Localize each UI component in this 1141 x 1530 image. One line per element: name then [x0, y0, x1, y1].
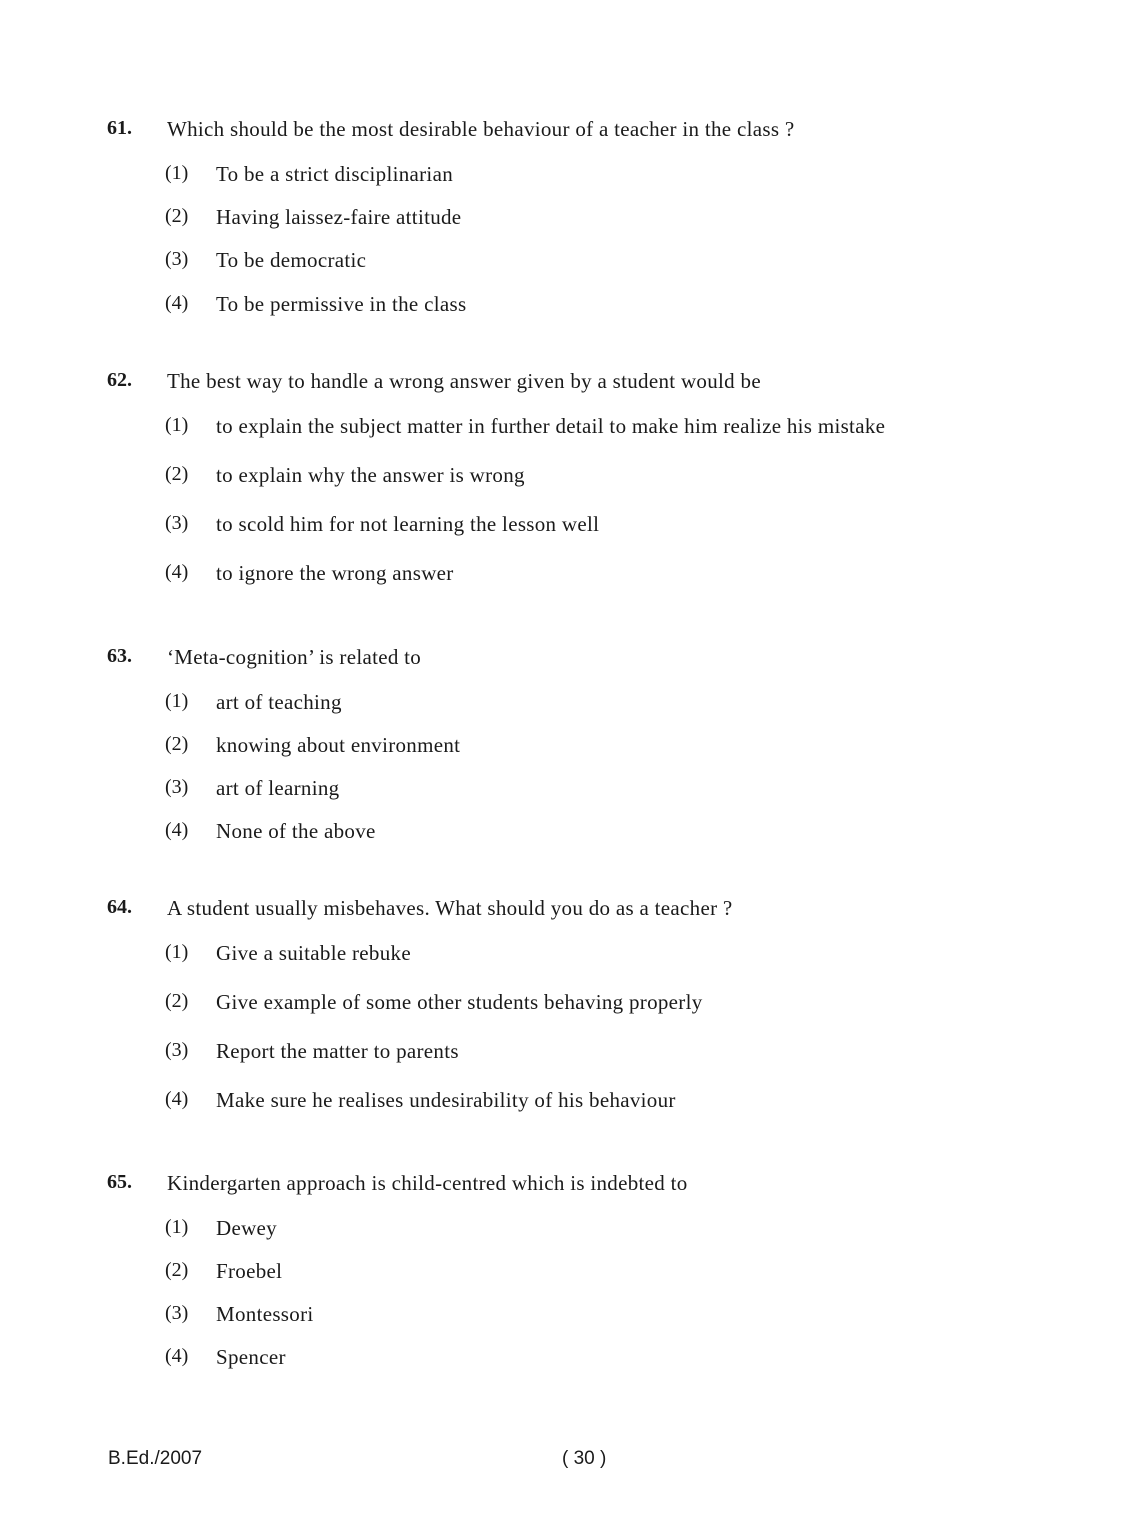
option-text: Give example of some other students behaving properly [216, 990, 703, 1014]
option-text: Report the matter to parents [216, 1039, 459, 1063]
option-text: Spencer [216, 1345, 286, 1369]
option-3 [0, 248, 1141, 278]
option-text: to ignore the wrong answer [216, 561, 454, 585]
option-4 [0, 292, 1141, 322]
option-text: art of teaching [216, 690, 342, 714]
question-61 [0, 117, 1141, 316]
option-number: (4) [165, 819, 189, 841]
option-1 [0, 1216, 1141, 1246]
option-1 [0, 162, 1141, 192]
question-number: 64. [107, 896, 132, 918]
option-text: Give a suitable rebuke [216, 941, 411, 965]
question-text: Which should be the most desirable behaviour of a teacher in the class ? [167, 117, 795, 141]
question-62 [0, 369, 1141, 585]
question-text: The best way to handle a wrong answer given by a student would be [167, 369, 761, 393]
option-text: To be permissive in the class [216, 292, 467, 316]
option-text: Having laissez-faire attitude [216, 205, 462, 229]
question-text: Kindergarten approach is child-centred which is indebted to [167, 1171, 688, 1195]
option-text: art of learning [216, 776, 340, 800]
option-number: (2) [165, 205, 189, 227]
option-number: (2) [165, 733, 189, 755]
option-number: (3) [165, 776, 189, 798]
option-number: (3) [165, 248, 189, 270]
option-number: (4) [165, 292, 189, 314]
option-3 [0, 1302, 1141, 1332]
option-number: (1) [165, 690, 189, 712]
option-number: (1) [165, 414, 189, 436]
option-2 [0, 990, 1141, 1020]
option-text: Make sure he realises undesirability of his behaviour [216, 1088, 676, 1112]
option-text: To be democratic [216, 248, 367, 272]
option-text: To be a strict disciplinarian [216, 162, 453, 186]
option-2 [0, 733, 1141, 763]
option-text: Dewey [216, 1216, 277, 1240]
option-4 [0, 1345, 1141, 1375]
question-64 [0, 896, 1141, 1112]
option-3 [0, 776, 1141, 806]
page-number: ( 30 ) [562, 1448, 607, 1469]
question-text: A student usually misbehaves. What should you do as a teacher ? [167, 896, 733, 920]
option-2 [0, 205, 1141, 235]
question-text: ‘Meta-cognition’ is related to [167, 645, 422, 669]
exam-code: B.Ed./2007 [108, 1448, 203, 1469]
option-number: (1) [165, 162, 189, 184]
question-number: 63. [107, 645, 132, 667]
question-number: 61. [107, 117, 132, 139]
option-text: Froebel [216, 1259, 283, 1283]
option-text: knowing about environment [216, 733, 461, 757]
option-3 [0, 1039, 1141, 1069]
option-text: to scold him for not learning the lesson well [216, 512, 600, 536]
option-number: (4) [165, 1345, 189, 1367]
option-number: (4) [165, 1088, 189, 1110]
option-4 [0, 819, 1141, 849]
option-2 [0, 1259, 1141, 1289]
option-2 [0, 463, 1141, 493]
option-number: (1) [165, 941, 189, 963]
option-4 [0, 1088, 1141, 1118]
option-number: (1) [165, 1216, 189, 1238]
question-number: 65. [107, 1171, 132, 1193]
option-1 [0, 690, 1141, 720]
question-number: 62. [107, 369, 132, 391]
option-number: (2) [165, 1259, 189, 1281]
option-text: None of the above [216, 819, 376, 843]
question-63 [0, 645, 1141, 843]
option-text: Montessori [216, 1302, 314, 1326]
option-number: (2) [165, 990, 189, 1012]
option-number: (3) [165, 512, 189, 534]
question-65 [0, 1171, 1141, 1369]
option-number: (2) [165, 463, 189, 485]
option-1 [0, 414, 1141, 444]
option-4 [0, 561, 1141, 591]
option-3 [0, 512, 1141, 542]
option-text: to explain why the answer is wrong [216, 463, 525, 487]
option-text: to explain the subject matter in further detail to make him realize his mistake [216, 414, 886, 438]
option-number: (3) [165, 1039, 189, 1061]
option-number: (4) [165, 561, 189, 583]
option-1 [0, 941, 1141, 971]
option-number: (3) [165, 1302, 189, 1324]
